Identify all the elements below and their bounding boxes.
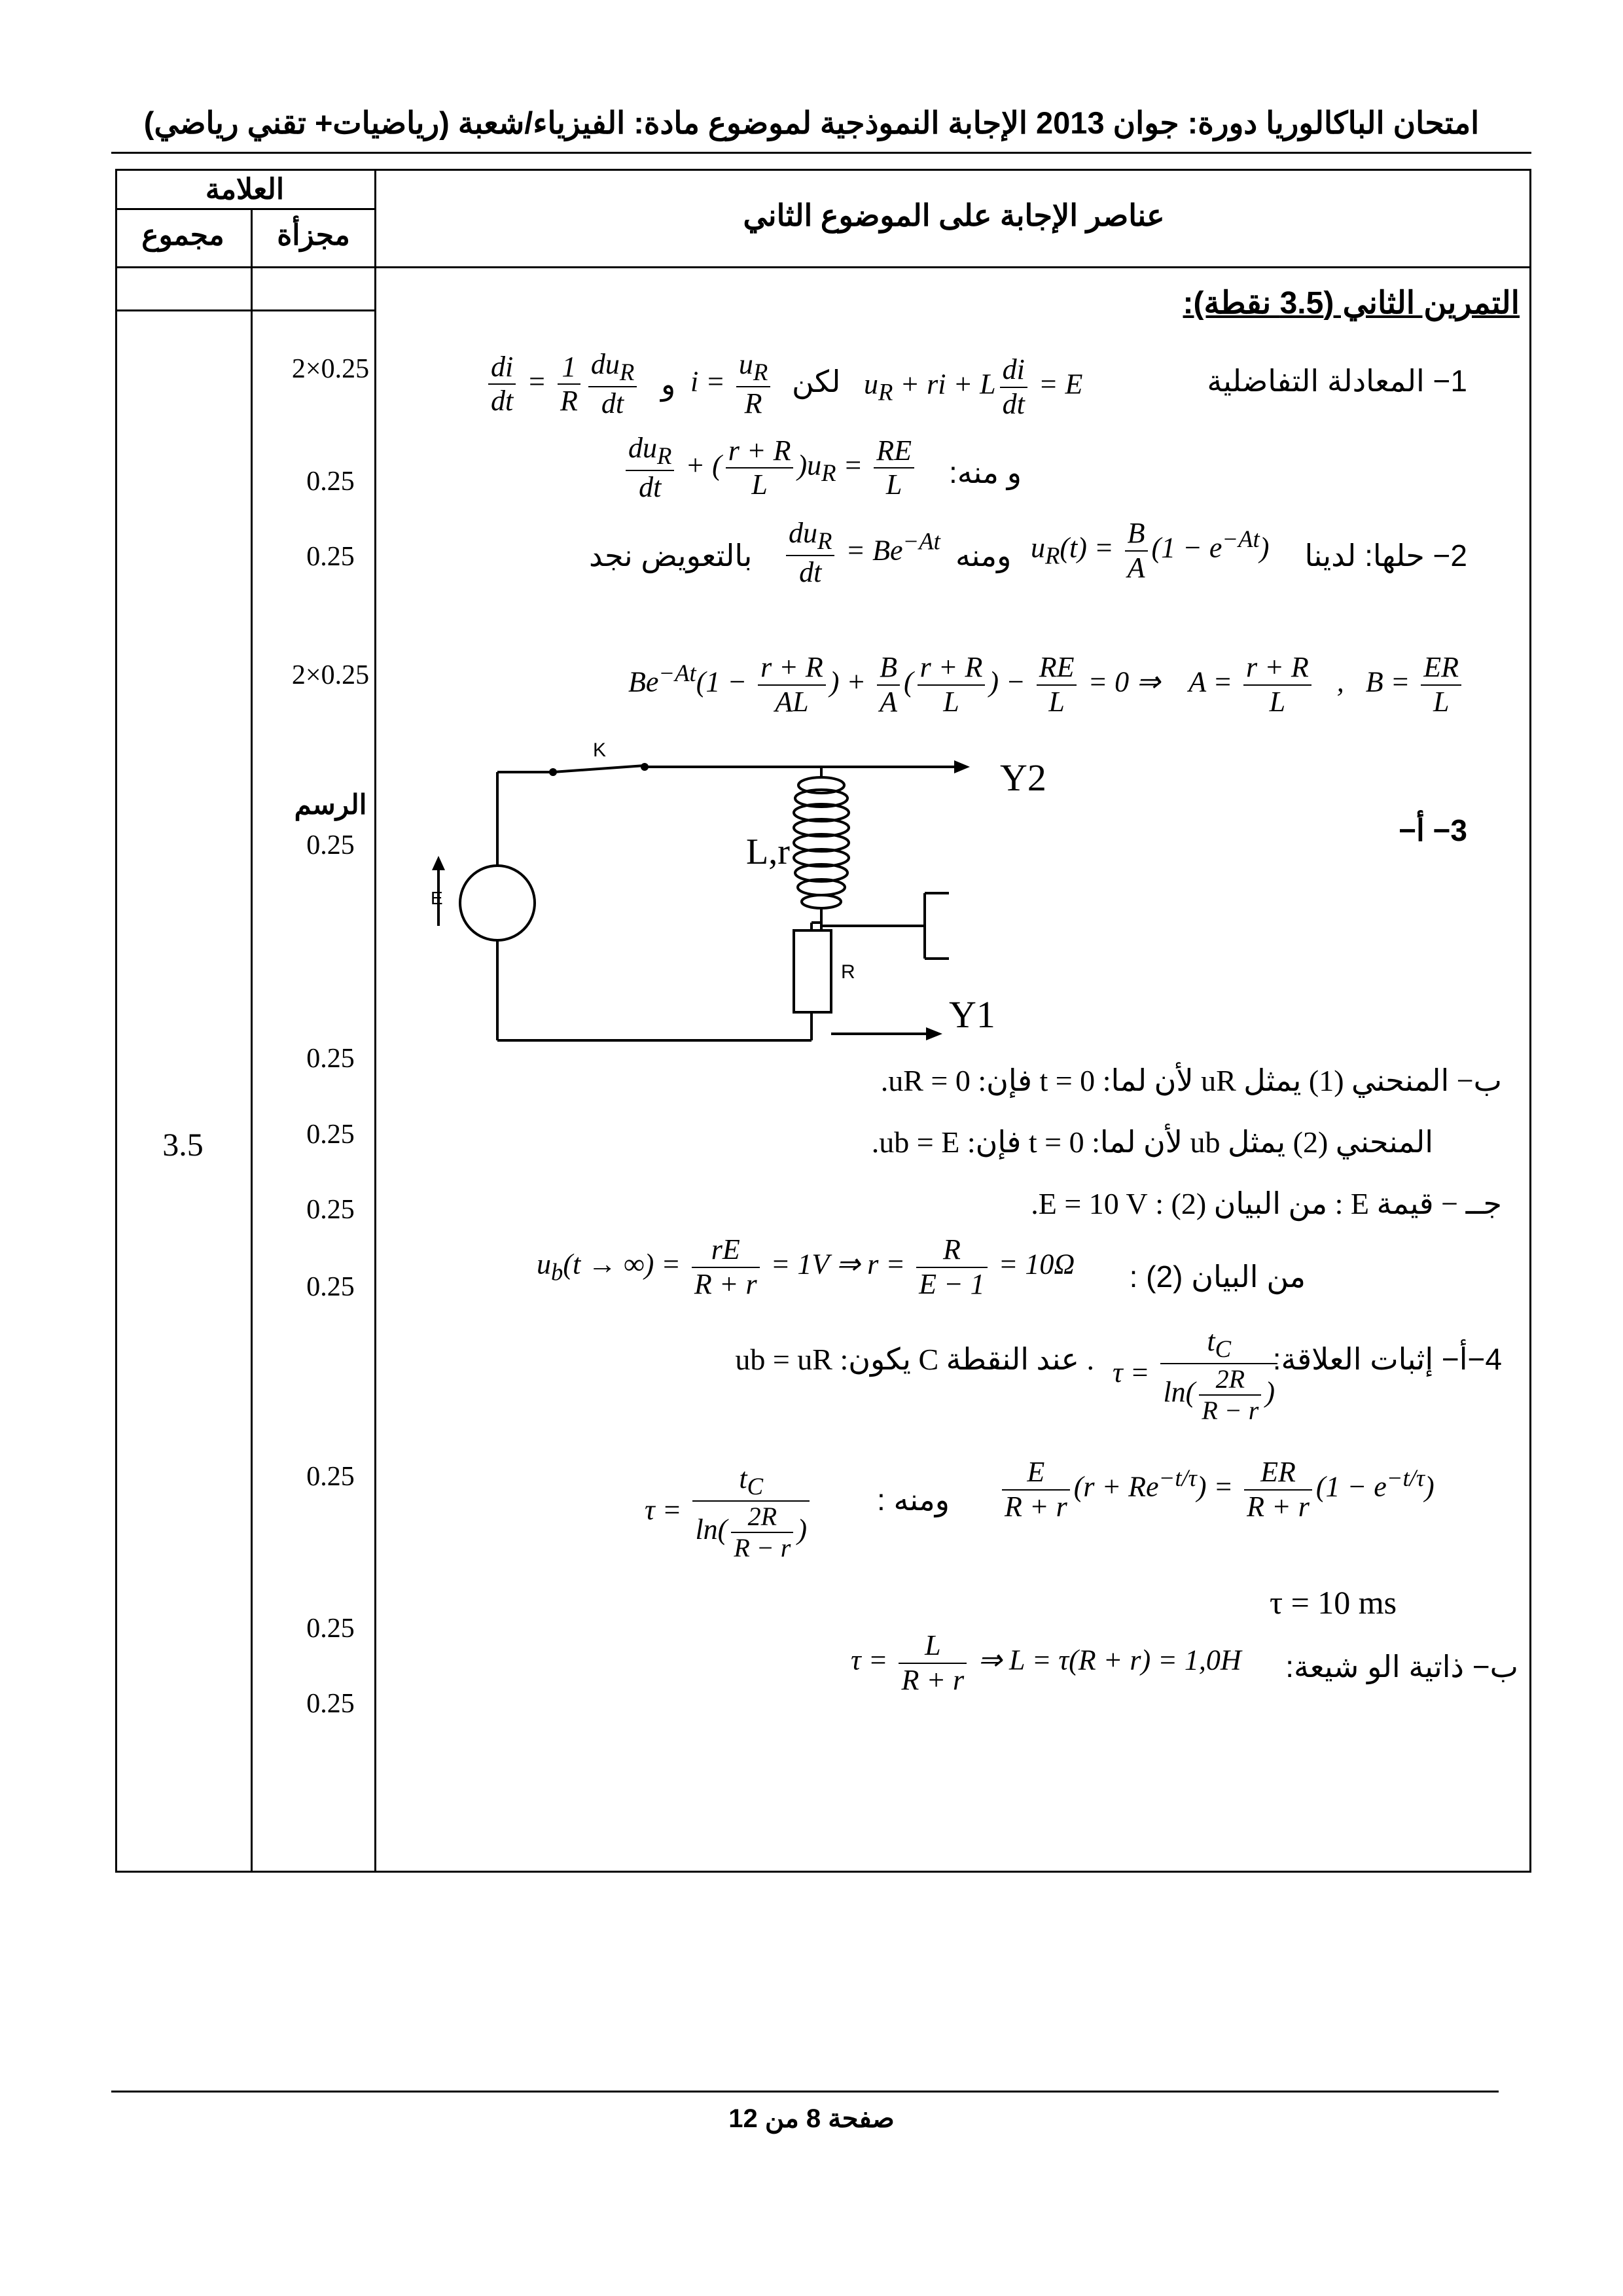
- y2-label: Y2: [1000, 756, 1046, 799]
- coil-label: L,r: [746, 832, 790, 872]
- substitution-label: بالتعويض نجد: [589, 539, 753, 573]
- inductance-label: ب− ذاتية الو شيعة:: [1285, 1650, 1518, 1684]
- mark-9: 0.25: [306, 1272, 355, 1302]
- mark-2: 0.25: [306, 467, 355, 497]
- partial-header: مجزأة: [277, 219, 350, 251]
- eq-kirchhoff: $u_R$ + ri + L $\frac{di}{dt}$ = E: [864, 353, 1083, 420]
- mark-1: 2×0.25: [291, 354, 370, 384]
- eq-equality: $\frac{E}{R + r}$ $(r + Re^{-t/\tau})$ = $\frac{ER}{R + r}$ $(1 - e^{-t/\tau})$: [998, 1456, 1435, 1523]
- curve1-explanation: ب− المنحني (1) يمثل uR لأن لما: t = 0 فإن: uR = 0.: [880, 1064, 1502, 1097]
- mark-5: 0.25: [306, 830, 355, 860]
- eq-inductance: τ = $\frac{L}{R + r}$ ⇒ L = τ(R + r) = 1,0H: [851, 1629, 1241, 1696]
- hence-word: ومنه: [955, 539, 1012, 573]
- eq-resistance: $u_b(t$ → ∞) = $\frac{rE}{R + r}$ = 1V ⇒ r = $\frac{R}{E - 1}$ = 10Ω: [537, 1233, 1075, 1300]
- but-word: لكن: [792, 364, 841, 398]
- eq-didt: $\frac{di}{dt}$ = $\frac{1}{R}$ $\frac{du_R}{dt}$: [484, 348, 641, 421]
- mark-11: 0.25: [306, 1614, 355, 1644]
- footer-rule: [111, 2091, 1499, 2093]
- column-divider-marks: [251, 208, 253, 1873]
- e-value: جــ − قيمة E : من البيان (2) : E = 10 V.: [1031, 1187, 1502, 1220]
- header-rule: [111, 152, 1531, 154]
- source-label: E: [431, 888, 443, 908]
- switch-label: K: [593, 739, 607, 761]
- eq-constants: $Be^{-At}(1$ − $\frac{r + R}{AL}$ ) + $\frac{B}{A}$ ( $\frac{r + R}{L}$ ) − $\frac{RE}{L}$ = 0 ⇒ A = $\frac{r + R}{L}$ , B = $\frac{ER}{L}$: [628, 651, 1465, 718]
- grade-header: العلامة: [205, 173, 285, 205]
- resistor-label: R: [841, 961, 855, 983]
- exercise-title: التمرين الثاني (3.5 نقطة):: [1183, 286, 1520, 321]
- y1-label: Y1: [949, 993, 995, 1036]
- mark-10: 0.25: [306, 1462, 355, 1492]
- page-number: صفحة 8 من 12: [728, 2104, 895, 2133]
- circuit-diagram: [419, 733, 1046, 1060]
- hence-label: و منه:: [949, 455, 1022, 489]
- mark-3: 0.25: [306, 542, 355, 572]
- eq-solution: $u_R(t)$ = $\frac{B}{A}$ $(1 - e^{-At})$: [1031, 517, 1270, 584]
- mark-8: 0.25: [306, 1195, 355, 1225]
- hence-word-2: ومنه :: [877, 1483, 950, 1517]
- solution-label: 2− حلها: لدينا: [1304, 539, 1467, 573]
- eq-current: i = $\frac{u_R}{R}$: [690, 348, 774, 421]
- mark-4: 2×0.25: [291, 660, 370, 690]
- eq-tau-result: τ = $t_C$ ln( $\frac{2R}{R - r}$ ): [645, 1462, 813, 1563]
- proof-label: 4−أ− إثبات العلاقة:: [1272, 1342, 1502, 1376]
- mark-7: 0.25: [306, 1120, 355, 1150]
- total-value: 3.5: [162, 1126, 204, 1163]
- mark-drawing: الرسم: [294, 789, 367, 820]
- and-word: و: [661, 367, 676, 401]
- mark-12: 0.25: [306, 1689, 355, 1719]
- point-c-condition: . عند النقطة C يكون: ub = uR: [735, 1343, 1094, 1376]
- marks-top-line: [115, 309, 374, 311]
- eq-differential: $\frac{du_R}{dt}$ + ( $\frac{r + R}{L}$ )$u_R$ = $\frac{RE}{L}$: [622, 432, 918, 504]
- part3a-label: 3− أ−: [1399, 813, 1467, 847]
- tau-value: τ = 10 ms: [1270, 1584, 1397, 1621]
- grade-header-divider: [115, 208, 374, 210]
- differential-eq-label: 1− المعادلة التفاضلية: [1207, 364, 1467, 398]
- content-header: عناصر الإجابة على الموضوع الثاني: [743, 198, 1165, 232]
- eq-derivative: $\frac{du_R}{dt}$ = $Be^{-At}$: [782, 517, 940, 590]
- mark-6: 0.25: [306, 1044, 355, 1074]
- graph-label: من البيان (2) :: [1129, 1260, 1306, 1294]
- total-header: مجموع: [141, 219, 224, 251]
- header-bottom-line: [115, 266, 1531, 268]
- curve2-explanation: المنحني (2) يمثل ub لأن لما: t = 0 فإن: ub = E.: [871, 1125, 1433, 1159]
- eq-tau-proof: τ = $t_C$ ln( $\frac{2R}{R - r}$ ): [1113, 1325, 1281, 1426]
- page-header: امتحان الباكالوريا دورة: جوان 2013 الإجابة النموذجية لموضوع مادة: الفيزياء/شعبة (رياضيات+ تقني رياضي): [143, 105, 1480, 140]
